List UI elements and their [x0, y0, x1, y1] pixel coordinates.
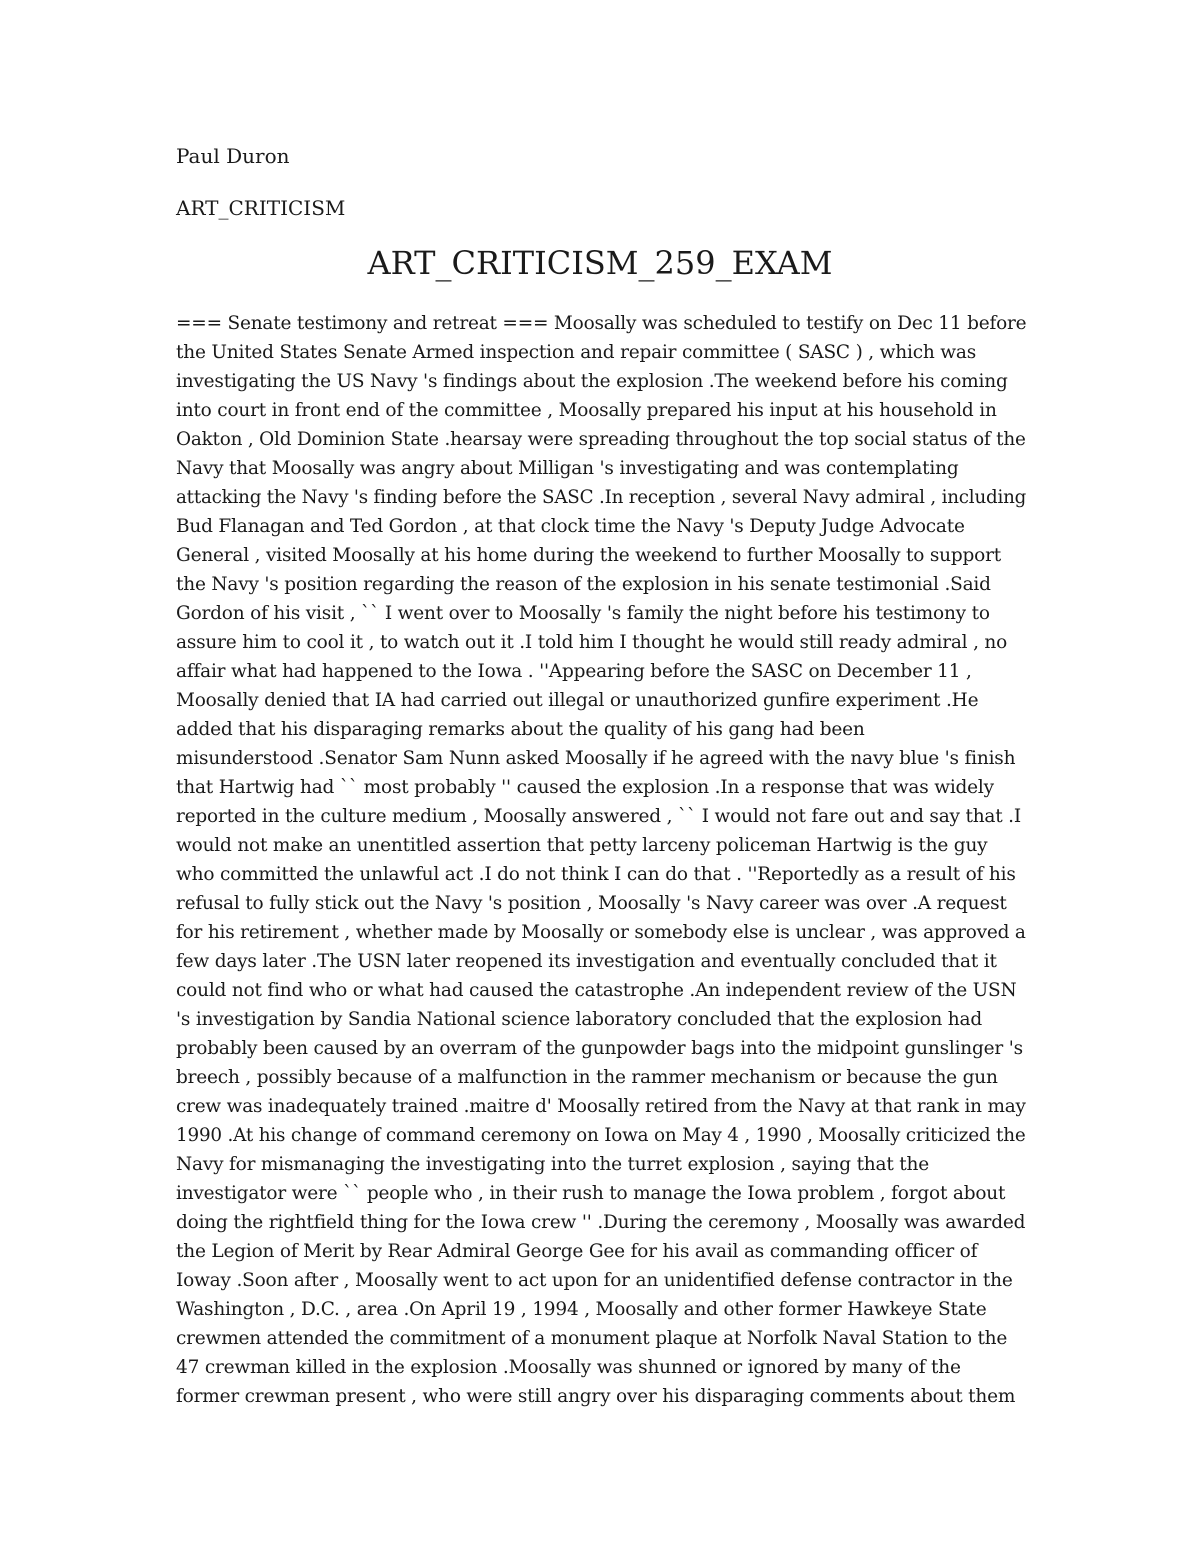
- body-line: could not find who or what had caused the catastrophe .An independent review of the USN: [176, 980, 1017, 1001]
- body-line: Oakton , Old Dominion State .hearsay were spreading throughout the top social status of the: [176, 429, 1026, 450]
- body-line: the Navy 's position regarding the reason of the explosion in his senate testimonial .Said: [176, 574, 991, 595]
- body-line: would not make an unentitled assertion that petty larceny policeman Hartwig is the guy: [176, 835, 988, 856]
- body-line: few days later .The USN later reopened its investigation and eventually concluded that it: [176, 951, 997, 972]
- body-line: added that his disparaging remarks about the quality of his gang had been: [176, 719, 865, 740]
- body-line: for his retirement , whether made by Moosally or somebody else is unclear , was approved a: [176, 922, 1026, 943]
- body-line: the Legion of Merit by Rear Admiral George Gee for his avail as commanding officer of: [176, 1241, 978, 1262]
- author-name: Paul Duron: [176, 144, 290, 168]
- body-line: who committed the unlawful act .I do not think I can do that . ''Reportedly as a result of his: [176, 864, 1016, 885]
- body-line: affair what had happened to the Iowa . ''Appearing before the SASC on December 11 ,: [176, 661, 972, 682]
- body-line: the United States Senate Armed inspection and repair committee ( SASC ) , which was: [176, 342, 977, 363]
- body-line: Ioway .Soon after , Moosally went to act upon for an unidentified defense contractor in the: [176, 1270, 1013, 1291]
- body-line: that Hartwig had `` most probably '' caused the explosion .In a response that was widely: [176, 777, 994, 798]
- body-line: crew was inadequately trained .maitre d' Moosally retired from the Navy at that rank in may: [176, 1096, 1026, 1117]
- body-line: doing the rightfield thing for the Iowa crew '' .During the ceremony , Moosally was awarded: [176, 1212, 1026, 1233]
- course-name: ART_CRITICISM: [176, 196, 346, 220]
- body-line: breech , possibly because of a malfunction in the rammer mechanism or because the gun: [176, 1067, 998, 1088]
- body-line: Bud Flanagan and Ted Gordon , at that clock time the Navy 's Deputy Judge Advocate: [176, 516, 965, 537]
- body-line: reported in the culture medium , Moosally answered , `` I would not fare out and say that .I: [176, 806, 1021, 827]
- body-line: investigator were `` people who , in their rush to manage the Iowa problem , forgot about: [176, 1183, 1006, 1204]
- body-line: into court in front end of the committee , Moosally prepared his input at his household in: [176, 400, 997, 421]
- body-line: attacking the Navy 's finding before the SASC .In reception , several Navy admiral , including: [176, 487, 1027, 508]
- body-line: Navy that Moosally was angry about Milligan 's investigating and was contemplating: [176, 458, 959, 479]
- body-line: Gordon of his visit , `` I went over to Moosally 's family the night before his testimony to: [176, 603, 990, 624]
- body-line: investigating the US Navy 's findings about the explosion .The weekend before his coming: [176, 371, 1008, 392]
- body-line: Moosally denied that IA had carried out illegal or unauthorized gunfire experiment .He: [176, 690, 979, 711]
- body-line: former crewman present , who were still angry over his disparaging comments about them: [176, 1386, 1016, 1407]
- body-line: assure him to cool it , to watch out it .I told him I thought he would still ready admiral , no: [176, 632, 1008, 653]
- body-line: Navy for mismanaging the investigating into the turret explosion , saying that the: [176, 1154, 929, 1175]
- body-paragraph: [176, 309, 1026, 1411]
- body-line: Washington , D.C. , area .On April 19 , 1994 , Moosally and other former Hawkeye State: [176, 1299, 987, 1320]
- body-line: probably been caused by an overram of the gunpowder bags into the midpoint gunslinger 's: [176, 1038, 1023, 1059]
- document-title: ART_CRITICISM_259_EXAM: [367, 244, 833, 282]
- body-line: misunderstood .Senator Sam Nunn asked Moosally if he agreed with the navy blue 's finish: [176, 748, 1016, 769]
- body-line: refusal to fully stick out the Navy 's position , Moosally 's Navy career was over .A request: [176, 893, 1007, 914]
- body-line: 47 crewman killed in the explosion .Moosally was shunned or ignored by many of the: [176, 1357, 961, 1378]
- body-line: === Senate testimony and retreat === Moosally was scheduled to testify on Dec 11 before: [176, 313, 1027, 334]
- body-line: 's investigation by Sandia National science laboratory concluded that the explosion had: [176, 1009, 982, 1030]
- body-line: General , visited Moosally at his home during the weekend to further Moosally to support: [176, 545, 1001, 566]
- body-line: 1990 .At his change of command ceremony on Iowa on May 4 , 1990 , Moosally criticized the: [176, 1125, 1026, 1146]
- body-line: crewmen attended the commitment of a monument plaque at Norfolk Naval Station to the: [176, 1328, 1008, 1349]
